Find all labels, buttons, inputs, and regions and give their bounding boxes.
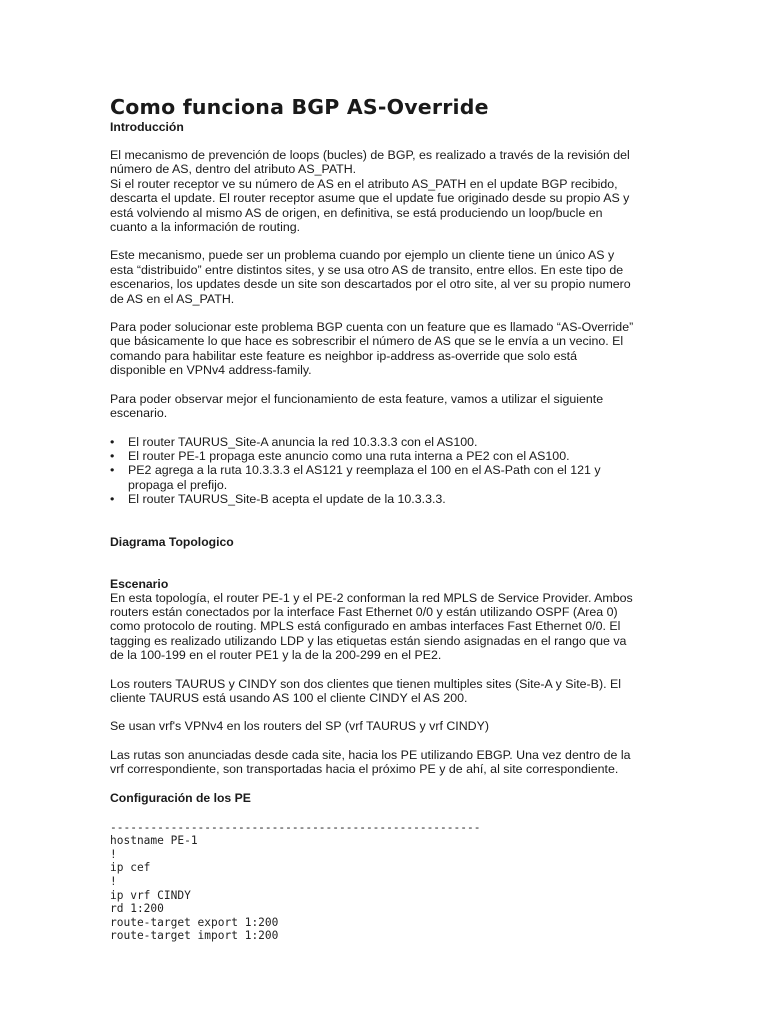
config-heading: Configuración de los PE <box>110 790 251 805</box>
bullet-symbol: • <box>110 448 115 463</box>
scenario-paragraph-4: Las rutas son anunciadas desde cada site, hacia los PE utilizando EBGP. Una vez dentro de la vrf correspondiente, son transportadas hacia el próximo PE y de ahí, al site correspondiente. <box>110 747 631 777</box>
config-code-line: route-target export 1:200 <box>110 915 279 929</box>
bullet-text: El router PE-1 propaga este anuncio como una ruta interna a PE2 con el AS100. <box>128 448 570 463</box>
config-code-line: ! <box>110 847 117 861</box>
bullet-symbol: • <box>110 463 115 478</box>
document-page <box>110 94 655 943</box>
bullet-text: El router TAURUS_Site-B acepta el update de la 10.3.3.3. <box>128 492 446 507</box>
config-code-line: ip cef <box>110 861 151 875</box>
config-code-line: ! <box>110 874 117 888</box>
config-code-line: ip vrf CINDY <box>110 888 191 902</box>
intro-paragraph-4: Para poder observar mejor el funcionamiento de esta feature, vamos a utilizar el siguiente escenario. <box>110 391 604 421</box>
bullet-text: PE2 agrega a la ruta 10.3.3.3 el AS121 y reemplaza el 100 en el AS-Path con el 121 y propaga el prefijo. <box>128 463 601 492</box>
bullet-symbol: • <box>110 492 115 507</box>
intro-paragraph-1: El mecanismo de prevención de loops (bucles) de BGP, es realizado a través de la revisión del número de AS, dentro del atributo AS_PATH. Si el router receptor ve su número de AS en el atributo AS_PATH en el update BGP recibido, descarta el update. El router receptor asume que el update fue originado desde su propio AS y está volviendo al mismo AS de origen, en definitiva, se está produciendo un loop/bucle en cuanto a la información de routing. <box>110 148 630 235</box>
intro-paragraph-2: Este mecanismo, puede ser un problema cuando por ejemplo un cliente tiene un único AS y esta “distribuido” entre distintos sites, y se usa otro AS de transito, entre ellos. En este tipo de escenarios, los updates desde un site son descartados por el otro site, al ver su propio numero de AS en el AS_PATH. <box>110 248 631 306</box>
config-code-line: route-target import 1:200 <box>110 929 279 943</box>
document-title: Como funciona BGP AS-Override <box>110 95 489 119</box>
intro-heading: Introducción <box>110 120 184 134</box>
bullet-item <box>110 463 655 492</box>
bullet-symbol: • <box>110 434 115 449</box>
bullet-item <box>110 449 655 463</box>
scenario-paragraph-3: Se usan vrf's VPNv4 en los routers del SP (vrf TAURUS y vrf CINDY) <box>110 719 490 734</box>
config-code-line: rd 1:200 <box>110 902 164 916</box>
scenario-paragraph-2: Los routers TAURUS y CINDY son dos clientes que tienen multiples sites (Site-A y Site-B). El cliente TAURUS está usando AS 100 el cliente CINDY el AS 200. <box>110 676 621 705</box>
bullet-item <box>110 492 655 506</box>
diagram-heading: Diagrama Topologico <box>110 534 234 549</box>
intro-paragraph-3: Para poder solucionar este problema BGP cuenta con un feature que es llamado “AS-Override” que básicamente lo que hace es sobrescribir el número de AS que se le envía a un vecino. El comando para habilitar este feature es neighbor ip-address as-override que solo está disponible en VPNv4 address-family. <box>110 320 634 378</box>
config-code-line: hostname PE-1 <box>110 834 198 848</box>
scenario-paragraph-1: En esta topología, el router PE-1 y el PE-2 conforman la red MPLS de Service Provider. Ambos routers están conectados por la interface Fast Ethernet 0/0 y están utilizando OSPF (Area 0) como protocolo de routing. MPLS está configurado en ambas interfaces Fast Ethernet 0/0. El tagging es realizado utilizando LDP y las etiquetas están siendo asignadas en el rango que va de la 100-199 en el router PE1 y la de la 200-299 en el PE2. <box>110 590 633 663</box>
bullet-item <box>110 435 655 449</box>
scenario-bullet-list <box>110 435 655 507</box>
config-code-line: ------------------------------------------------------- <box>110 820 481 834</box>
scenario-heading: Escenario <box>110 576 169 591</box>
bullet-text: El router TAURUS_Site-A anuncia la red 10.3.3.3 con el AS100. <box>128 434 478 449</box>
